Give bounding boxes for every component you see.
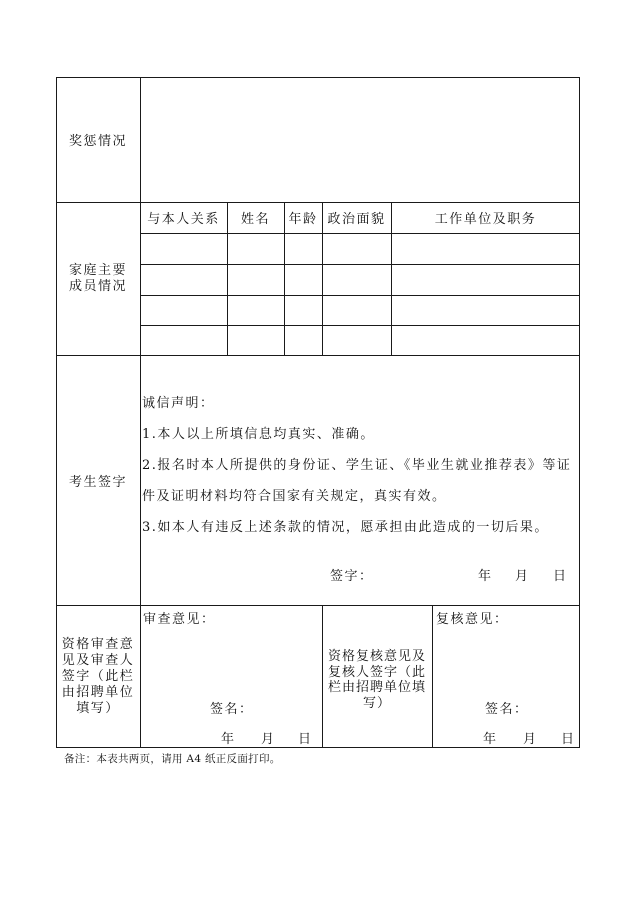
family-cell-relationship: [140, 233, 227, 264]
family-cell-employer-position: [391, 264, 580, 295]
review-label-line: 签字（此栏: [61, 668, 135, 684]
family-cell-employer-position: [391, 295, 580, 325]
family-cell-relationship: [140, 264, 227, 295]
review-date-year: 年: [221, 732, 236, 747]
family-member-row: [140, 295, 580, 325]
review-label-line: 资格审查意: [61, 636, 135, 652]
qualification-review-label: [56, 605, 140, 748]
family-cell-name: [227, 295, 284, 325]
family-cell-age: [284, 233, 322, 264]
family-cell-political-status: [322, 233, 391, 264]
candidate-date-year: 年: [478, 569, 493, 584]
awards-content-area: [141, 78, 579, 202]
declaration-clause-2-line-1: 2.报名时本人所提供的身份证、学生证、《毕业生就业推荐表》等证: [142, 458, 572, 473]
family-cell-employer-position: [391, 233, 580, 264]
awards-label: [56, 77, 140, 202]
footer-note: 备注：本表共两页，请用 A4 纸正反面打印。: [64, 753, 281, 765]
family-cell-age: [284, 295, 322, 325]
recheck-date-year: 年: [483, 732, 498, 747]
declaration-clause-1: 1.本人以上所填信息均真实、准确。: [142, 427, 375, 442]
declaration-title: 诚信声明：: [142, 396, 215, 411]
family-cell-political-status: [322, 325, 391, 355]
candidate-signature-label: [56, 355, 140, 605]
declaration-clause-3: 3.如本人有违反上述条款的情况，愿承担由此造成的一切后果。: [142, 520, 549, 535]
family-member-row: [140, 325, 580, 355]
family-cell-age: [284, 325, 322, 355]
candidate-date-month: 月: [515, 569, 530, 584]
family-member-row: [140, 233, 580, 264]
column-header-text: 与本人关系: [147, 212, 220, 227]
recheck-label-line: 栏由招聘单位填: [327, 680, 426, 695]
review-column-divider: [432, 605, 433, 748]
family-label-line: 家庭主要: [68, 262, 127, 278]
recheck-label-line: 资格复核意见及: [327, 649, 426, 664]
column-header-employer-position: [391, 202, 580, 233]
family-cell-employer-position: [391, 325, 580, 355]
review-opinion-label: 审查意见：: [143, 612, 216, 627]
family-label-line: 成员情况: [68, 278, 127, 294]
review-date-month: 月: [261, 732, 276, 747]
family-cell-relationship: [140, 295, 227, 325]
family-cell-name: [227, 264, 284, 295]
column-header-age: [284, 202, 322, 233]
review-label-line: 见及审查人: [61, 652, 135, 668]
awards-label-text: 奖惩情况: [68, 134, 127, 149]
candidate-signature-field-label: 签字：: [330, 569, 374, 584]
column-header-text: 姓名: [240, 212, 270, 227]
recheck-label-line: 写）: [362, 695, 391, 711]
review-label-line: 填写）: [76, 700, 120, 716]
review-date-day: 日: [298, 732, 313, 747]
family-cell-political-status: [322, 264, 391, 295]
family-cell-political-status: [322, 295, 391, 325]
recheck-date-day: 日: [561, 732, 576, 747]
recheck-label-line: 复核人签字（此: [327, 664, 426, 680]
declaration-clause-2-line-2: 件及证明材料均符合国家有关规定，真实有效。: [142, 489, 447, 504]
review-label-line: 由招聘单位: [61, 684, 135, 700]
column-header-text: 年龄: [288, 212, 318, 227]
family-header-row: [140, 202, 580, 233]
family-member-row: [140, 264, 580, 295]
recheck-date-month: 月: [523, 732, 538, 747]
candidate-date-day: 日: [553, 569, 568, 584]
candidate-signature-label-text: 考生签字: [68, 474, 127, 490]
column-header-name: [227, 202, 284, 233]
column-header-relationship: [140, 202, 227, 233]
recheck-opinion-label: 复核意见：: [436, 612, 509, 627]
column-header-text: 政治面貌: [327, 212, 386, 227]
review-signature-label: 签名：: [210, 702, 254, 717]
recheck-signature-label: 签名：: [485, 702, 529, 717]
column-header-political-status: [322, 202, 391, 233]
column-header-text: 工作单位及职务: [434, 212, 537, 227]
family-cell-age: [284, 264, 322, 295]
family-cell-name: [227, 233, 284, 264]
family-cell-name: [227, 325, 284, 355]
recheck-label: [322, 649, 432, 711]
family-cell-relationship: [140, 325, 227, 355]
family-label: [56, 202, 140, 355]
integrity-declaration: [142, 388, 571, 543]
